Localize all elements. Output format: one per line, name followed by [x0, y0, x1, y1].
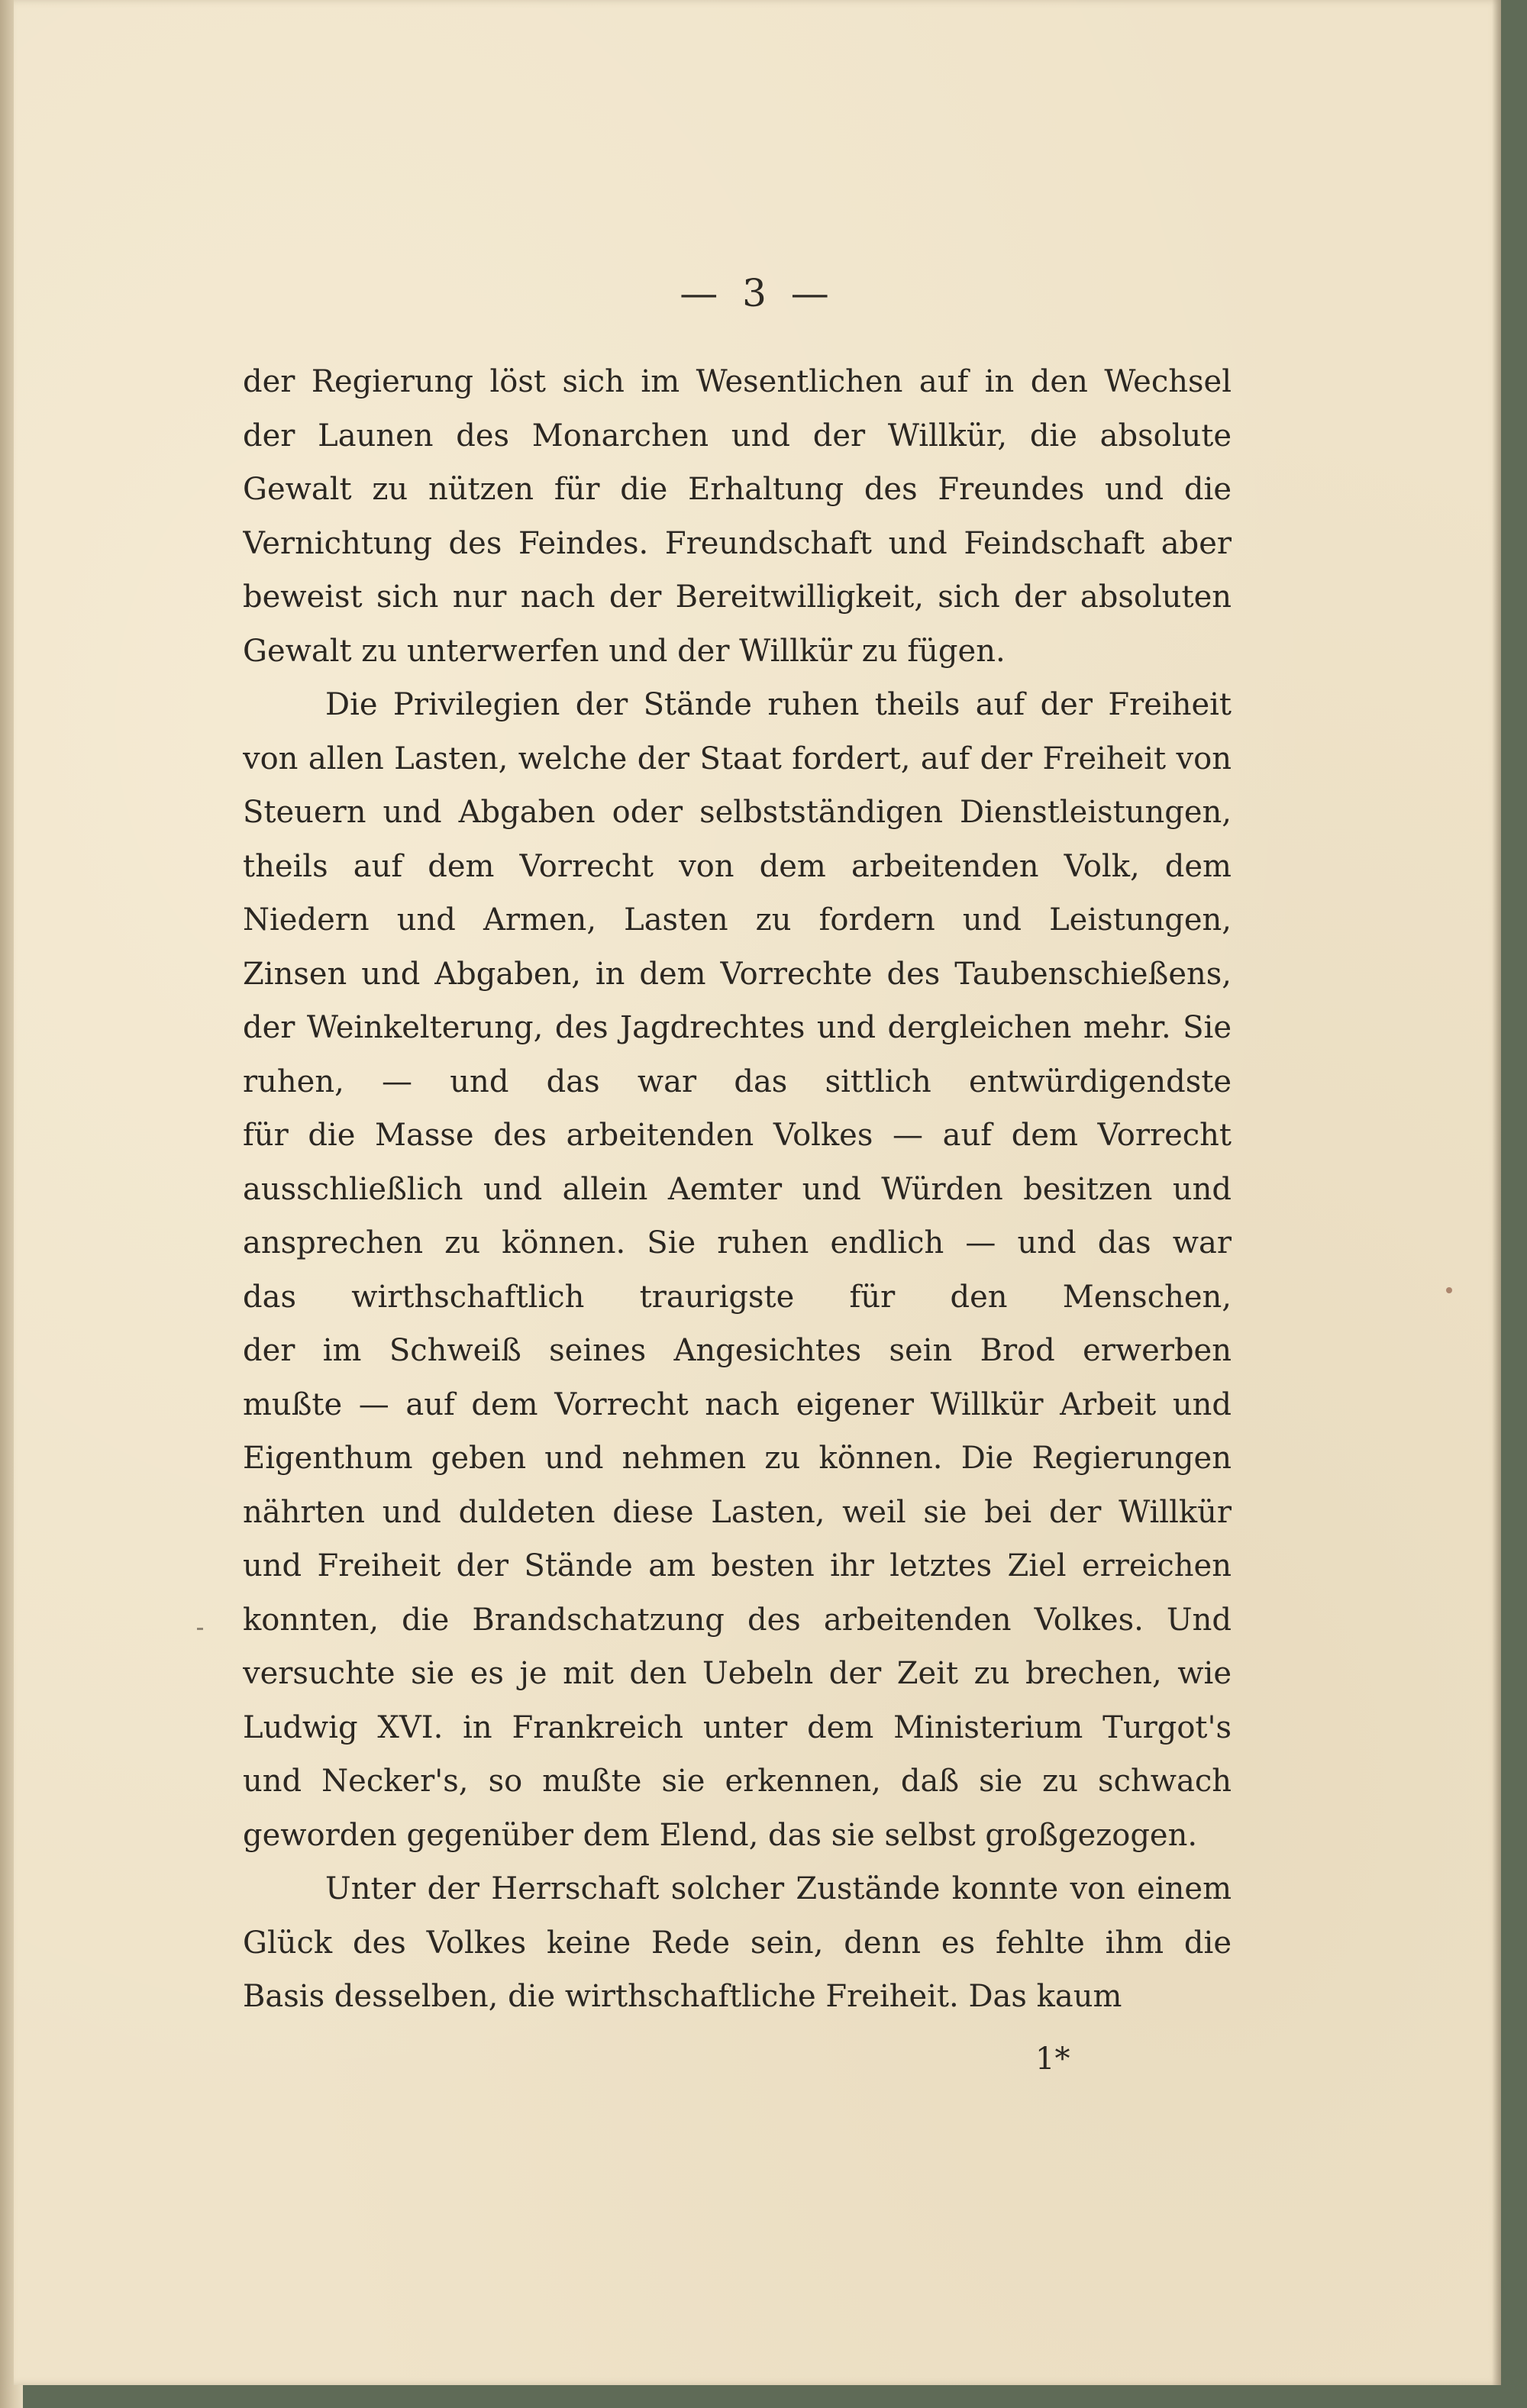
text-line: beweist sich nur nach der Bereitwilligkeit, sich der absoluten: [243, 579, 1232, 615]
text-line: Steuern und Abgaben oder selbstständigen Dienstleistungen,: [243, 795, 1232, 830]
text-line: und Necker's, so mußte sie erkennen, daß sie zu schwach: [243, 1764, 1232, 1799]
text-line: nährten und duldeten diese Lasten, weil sie bei der Willkür: [243, 1494, 1232, 1530]
book-page: [14, 0, 1501, 2385]
text-line: Ludwig XVI. in Frankreich unter dem Ministerium Turgot's: [243, 1709, 1232, 1745]
text-line: für die Masse des arbeitenden Volkes — auf dem Vorrecht: [243, 1118, 1232, 1153]
text-line: Zinsen und Abgaben, in dem Vorrechte des Taubenschießens,: [243, 956, 1232, 992]
text-line: der Launen des Monarchen und der Willkür, die absolute: [243, 418, 1232, 454]
text-line: theils auf dem Vorrecht von dem arbeitenden Volk, dem: [243, 848, 1232, 884]
body-text: [243, 355, 1232, 2024]
page-edge-shadow: [1492, 0, 1501, 2385]
text-line: der im Schweiß seines Angesichtes sein Brod erwerben: [243, 1333, 1232, 1368]
text-line: das wirthschaftlich traurigste für den Menschen,: [243, 1279, 1232, 1315]
text-line: Glück des Volkes keine Rede sein, denn es fehlte ihm die: [243, 1925, 1232, 1961]
paper-mark: [197, 1628, 203, 1630]
page-number: — 3 —: [680, 271, 835, 315]
text-line: ansprechen zu können. Sie ruhen endlich — und das war: [243, 1225, 1232, 1260]
text-line: ruhen, — und das war das sittlich entwürdigendste: [243, 1064, 1232, 1099]
text-line: ausschließlich und allein Aemter und Würden besitzen und: [243, 1171, 1232, 1207]
text-line: Gewalt zu unterwerfen und der Willkür zu fügen.: [243, 633, 1006, 669]
text-line: versuchte sie es je mit den Uebeln der Zeit zu brechen, wie: [243, 1656, 1232, 1691]
text-line: der Regierung löst sich im Wesentlichen auf in den Wechsel: [243, 364, 1232, 399]
text-line: Die Privilegien der Stände ruhen theils auf der Freiheit: [325, 687, 1232, 722]
text-line: Gewalt zu nützen für die Erhaltung des Freundes und die: [243, 472, 1232, 507]
text-line: geworden gegenüber dem Elend, das sie selbst großgezogen.: [243, 1817, 1198, 1853]
text-line: von allen Lasten, welche der Staat fordert, auf der Freiheit von: [243, 741, 1232, 776]
text-line: der Weinkelterung, des Jagdrechtes und dergleichen mehr. Sie: [243, 1010, 1232, 1045]
text-line: Basis desselben, die wirthschaftliche Freiheit. Das kaum: [243, 1979, 1122, 2014]
text-line: Unter der Herrschaft solcher Zustände konnte von einem: [325, 1871, 1232, 1906]
text-line: Vernichtung des Feindes. Freundschaft und Feindschaft aber: [243, 525, 1232, 561]
paper-speck: [1446, 1287, 1452, 1293]
signature-mark: 1*: [1035, 2042, 1070, 2077]
text-line: konnten, die Brandschatzung des arbeitenden Volkes. Und: [243, 1602, 1232, 1638]
text-line: Eigenthum geben und nehmen zu können. Die Regierungen: [243, 1441, 1232, 1476]
text-line: Niedern und Armen, Lasten zu fordern und Leistungen,: [243, 902, 1232, 938]
text-line: und Freiheit der Stände am besten ihr letztes Ziel erreichen: [243, 1548, 1232, 1583]
text-line: mußte — auf dem Vorrecht nach eigener Willkür Arbeit und: [243, 1386, 1232, 1422]
